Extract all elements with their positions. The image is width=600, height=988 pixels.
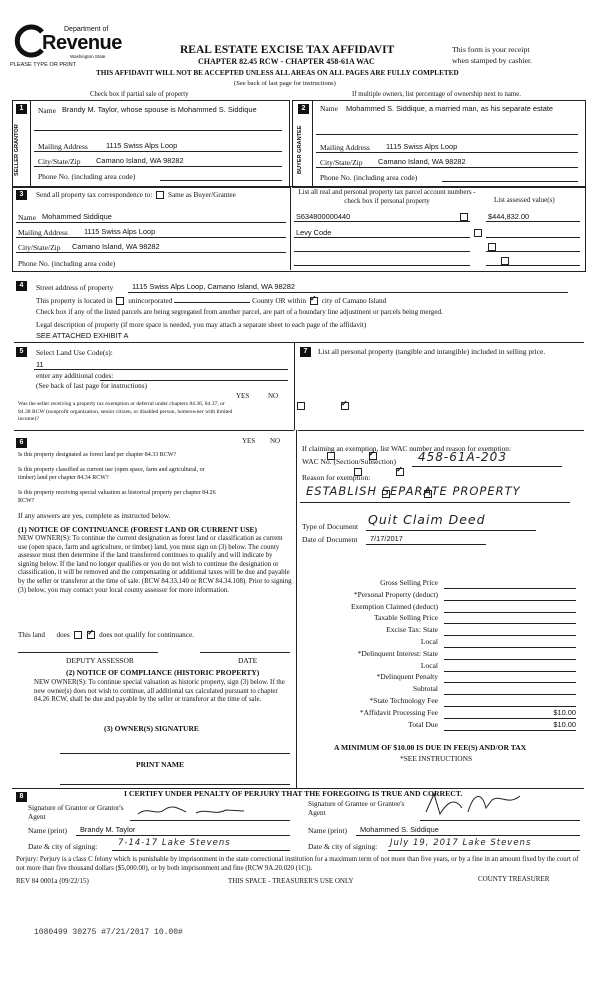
fee-value: [444, 602, 576, 613]
section-8-badge: 8: [16, 792, 27, 802]
located-label: This property is located in: [36, 296, 113, 305]
grantee-name-value: Mohammed S. Siddique: [360, 825, 439, 834]
partial-sale-row: [90, 91, 189, 98]
s5-question: Was the seller receiving a property tax exemption or deferral under chapters 84.36, 84.37, or 84.38 RCW (nonprofit organization, senior citizen, or disabled person, homeowner with limited income)?: [18, 401, 233, 423]
grantor-date-label: Date & city of signing:: [28, 842, 98, 851]
dept-small: Department of: [64, 26, 109, 33]
s3-city-value: Camano Island, WA 98282: [72, 242, 160, 251]
partial-sale-label: Check box if partial sale of property: [90, 91, 189, 98]
s3-city-label: City/State/Zip: [18, 243, 61, 252]
city-of-label: city of Camano Island: [321, 296, 387, 305]
perjury-text: Perjury: Perjury is a class C felony which is punishable by imprisonment in the state correctional institution for a maximum term of not more than five years, or by a fine in an amount fixed by the court of not more than five thousand dollars ($5,000.00), or by both imprisonment and fine (RCW 9A.20.020 (1C)).: [16, 856, 579, 872]
fee-row: [300, 613, 580, 625]
form-subtitle: CHAPTER 82.45 RCW - CHAPTER 458-61A WAC: [198, 57, 375, 66]
fee-row: [300, 661, 580, 673]
sig-grantor-label: Signature of Grantor or Grantor's Agent: [28, 804, 124, 821]
s6-q1: Is this property designated as forest land per chapter 84.33 RCW?: [18, 452, 177, 458]
unincorporated-label: unincorporated: [128, 296, 173, 305]
minimum-note: A MINIMUM OF $10.00 IS DUE IN FEE(S) AND/OR TAX: [334, 743, 527, 752]
land-use-value: 11: [36, 360, 44, 369]
s6-if-yes: If any answers are yes, complete as instructed below.: [18, 512, 171, 520]
buyer-mail-label: Mailing Address: [320, 143, 370, 152]
does-not-checkbox[interactable]: [87, 631, 95, 639]
personal-property-note: List all personal property (tangible and intangible) included in selling price.: [318, 347, 546, 356]
fee-label: *Delinquent Penalty: [376, 672, 438, 682]
assessed-value: $444,832.00: [488, 212, 530, 221]
fee-value: [444, 590, 576, 601]
rev-code: REV 84 0001a (09/22/15): [16, 877, 89, 885]
deputy-date-label: DATE: [238, 656, 258, 665]
grantor-name-value: Brandy M. Taylor: [80, 825, 136, 834]
street-label: Street address of property: [36, 283, 114, 292]
legal-label: Legal description of property (if more space is needed, you may attach a separate sheet to each page of the affidavit): [36, 321, 367, 329]
form-title: REAL ESTATE EXCISE TAX AFFIDAVIT: [180, 44, 395, 56]
deputy-assessor-label: DEPUTY ASSESSOR: [66, 656, 134, 665]
treasurer-space: THIS SPACE - TREASURER'S USE ONLY: [228, 877, 354, 885]
see-back-line: (See back of last page for instructions): [234, 80, 336, 87]
s6-q3: Is this property receiving special valuation as historical property per chapter 84.26 RCW?: [18, 490, 216, 504]
seller-city-value: Camano Island, WA 98282: [96, 156, 184, 165]
section-5-badge: 5: [16, 347, 27, 357]
dept-big: Revenue: [42, 32, 122, 54]
send-correspondence-row: [36, 191, 236, 199]
wac-label: WAC No. (Section/Subsection): [302, 457, 396, 466]
doc-date-label: Date of Document: [302, 535, 358, 544]
fee-value: $10.00: [444, 720, 576, 731]
print-name-label: PRINT NAME: [136, 760, 184, 769]
buyer-mail-value: 1115 Swiss Alps Loop: [386, 142, 458, 151]
fee-label: Total Due: [408, 719, 438, 729]
dept-state: Washington State: [70, 54, 106, 59]
revenue-logo-mark-icon: [12, 24, 46, 58]
fee-label: Taxable Selling Price: [373, 613, 438, 623]
fee-row: [300, 672, 580, 684]
certify-line: I CERTIFY UNDER PENALTY OF PERJURY THAT THE FOREGOING IS TRUE AND CORRECT.: [124, 789, 463, 798]
land-use-see-back: (See back of last page for instructions): [36, 382, 147, 390]
parcel-list-header: List all real and personal property tax parcel account numbers - check box if personal property: [298, 188, 476, 205]
fee-row: [300, 696, 580, 708]
owner-signature-title: (3) OWNER(S) SIGNATURE: [104, 724, 199, 733]
legal-value: SEE ATTACHED EXHIBIT A: [36, 331, 129, 340]
fee-row: [300, 578, 580, 590]
seller-name-value: Brandy M. Taylor, whose spouse is Mohammed S. Siddique: [62, 105, 257, 114]
warning-line: THIS AFFIDAVIT WILL NOT BE ACCEPTED UNLESS ALL AREAS ON ALL PAGES ARE FULLY COMPLETED: [96, 69, 459, 77]
within-city-checkbox[interactable]: [310, 297, 318, 305]
assessed-header: List assessed value(s): [494, 196, 555, 204]
recording-stamp: 1080499 30275 #7/21/2017 10.00#: [34, 928, 183, 937]
s6-yes-header: YES: [242, 437, 256, 445]
fee-label: Local: [420, 660, 438, 670]
please-type: PLEASE TYPE OR PRINT: [10, 62, 77, 68]
s3-mail-value: 1115 Swiss Alps Loop: [84, 227, 156, 236]
seller-city-label: City/State/Zip: [38, 157, 81, 166]
s3-phone-label: Phone No. (including area code): [18, 259, 116, 268]
seller-name-label: Name: [38, 106, 56, 115]
same-as-buyer-label: Same as Buyer/Grantee: [167, 191, 236, 199]
grantee-date-value: July 19, 2017 Lake Stevens: [390, 838, 532, 848]
seller-mail-label: Mailing Address: [38, 142, 88, 151]
fee-row: [300, 602, 580, 614]
fee-value: [444, 625, 576, 636]
fee-label: *Delinquent Interest: State: [357, 648, 438, 658]
fee-value: [444, 613, 576, 624]
fee-value: [444, 578, 576, 589]
wac-value: 458-61A-203: [418, 450, 507, 464]
grantor-signature-icon: [134, 802, 264, 820]
fee-row: [300, 684, 580, 696]
section-7-badge: 7: [300, 347, 311, 357]
parcel-2-personal-checkbox[interactable]: [474, 229, 482, 237]
doc-type-label: Type of Document: [302, 522, 359, 531]
fee-row: [300, 708, 580, 720]
s6-no-header: NO: [270, 437, 281, 445]
s5-no-header: NO: [268, 392, 279, 400]
section-3-badge: 3: [16, 190, 27, 200]
county-or-label: County OR within: [252, 296, 307, 305]
section-6-badge: 6: [16, 438, 27, 448]
seller-side-label: SELLER GRANTOR: [14, 124, 20, 176]
enter-codes-label: enter any additional codes:: [36, 372, 114, 380]
does-label: does: [56, 631, 70, 639]
street-value: 1115 Swiss Alps Loop, Camano Island, WA 98282: [132, 282, 295, 291]
fee-value: [444, 672, 576, 683]
notice-continuance-body: NEW OWNER(S): To continue the current designation as forest land or classification as current use (open space, farm and agriculture, or timber) land, you must sign on (3) below. The county assessor must then determine if the land transferred continues to qualify and will indicate by signing below. If the land no longer qualifies or you do not wish to continue the designation or classification, it will be removed and the compensating or additional taxes will be due and payable by the seller or transferor at the time of sale. (RCW 84.33.140 or RCW 84.34.108). Prior to signing (3) below, you may contact your local county assessor for more information.: [18, 535, 292, 594]
seller-mail-value: 1115 Swiss Alps Loop: [106, 141, 178, 150]
fee-label: *Personal Property (deduct): [353, 589, 438, 599]
land-use-label: Select Land Use Code(s):: [36, 348, 113, 357]
buyer-side-label: BUYER GRANTEE: [297, 125, 303, 175]
fee-value: [444, 649, 576, 660]
section-1-badge: 1: [16, 104, 27, 114]
receipt-note: This form is your receipt: [452, 45, 530, 54]
section-2-badge: 2: [298, 104, 309, 114]
section-4-badge: 4: [16, 281, 27, 291]
s6-q2-no[interactable]: [396, 468, 404, 476]
send-correspondence-label: Send all property tax correspondence to:: [36, 191, 153, 199]
fee-value: [444, 684, 576, 695]
grantor-name-label: Name (print): [28, 826, 67, 835]
buyer-name-label: Name: [320, 104, 338, 113]
fee-label: Local: [420, 636, 438, 646]
fee-label: Subtotal: [412, 684, 438, 694]
county-treasurer: COUNTY TREASURER: [478, 875, 550, 883]
qualify-row: [18, 631, 194, 639]
fee-row: [300, 625, 580, 637]
notice-compliance-title: (2) NOTICE OF COMPLIANCE (HISTORIC PROPERTY): [66, 668, 260, 677]
grantee-date-label: Date & city of signing:: [308, 842, 378, 851]
segregated-text: Check box if any of the listed parcels are being segregated from another parcel, are part of a boundary line adjustment or parcels being merged.: [36, 308, 443, 316]
fee-value: $10.00: [444, 708, 576, 719]
this-land-label: This land: [18, 631, 45, 639]
buyer-name-value: Mohammed S. Siddique, a married man, as his separate estate: [346, 104, 554, 113]
fee-row: [300, 637, 580, 649]
revenue-logo: [12, 22, 122, 64]
fee-label: *State Technology Fee: [369, 695, 438, 705]
multiple-owners-note: If multiple owners, list percentage of ownership next to name.: [352, 91, 521, 98]
s5-yes-header: YES: [236, 392, 250, 400]
s3-name-value: Mohammed Siddique: [42, 212, 112, 221]
receipt-note-2: when stamped by cashier.: [452, 56, 533, 65]
located-row: [36, 296, 386, 305]
reason-value: ESTABLISH SEPARATE PROPERTY: [306, 484, 521, 498]
s5-yes-checkbox[interactable]: [297, 402, 305, 410]
parcel-number: S634800000440: [296, 212, 351, 221]
fee-value: [444, 696, 576, 707]
does-not-label: does not: [99, 631, 124, 639]
notice-compliance-body: NEW OWNER(S): To continue special valuation as historic property, sign (3) below. If the new owner(s) does not wish to continue, all additional tax calculated pursuant to chapter 84.26 RCW, shall be due and payable by the seller or transferor at the time of sale.: [34, 679, 285, 704]
unincorporated-checkbox[interactable]: [116, 297, 124, 305]
grantor-date-value: 7-14-17 Lake Stevens: [118, 838, 231, 848]
same-as-buyer-checkbox[interactable]: [156, 191, 164, 199]
s3-mail-label: Mailing Address: [18, 228, 68, 237]
s3-name-label: Name: [18, 213, 36, 222]
s5-no-checkbox[interactable]: [341, 402, 349, 410]
doc-date-value: 7/17/2017: [370, 534, 403, 543]
reason-label: Reason for exemption:: [302, 473, 371, 482]
fee-row: [300, 649, 580, 661]
sig-grantee-label: Signature of Grantee or Grantee's Agent: [308, 800, 405, 817]
qualify-label: qualify for continuance.: [125, 631, 194, 639]
buyer-phone-label: Phone No. (including area code): [320, 173, 418, 182]
grantee-name-label: Name (print): [308, 826, 347, 835]
fee-row: [300, 590, 580, 602]
fee-label: Gross Selling Price: [380, 578, 438, 587]
exemption-label: If claiming an exemption, list WAC number and reason for exemption:: [302, 444, 512, 453]
fee-label: *Affidavit Processing Fee: [359, 707, 438, 717]
does-checkbox[interactable]: [74, 631, 82, 639]
levy-code-label: Levy Code: [296, 228, 332, 237]
s6-q2: Is this property classified as current use (open space, farm and agricultural, or timber) land per chapter 84.34 RCW?: [18, 467, 205, 481]
fee-value: [444, 637, 576, 648]
fee-label: Excise Tax: State: [386, 625, 438, 635]
see-instructions-note: *SEE INSTRUCTIONS: [400, 754, 473, 763]
doc-type-value: Quit Claim Deed: [368, 512, 486, 527]
notice-continuance-title: (1) NOTICE OF CONTINUANCE (FOREST LAND OR CURRENT USE): [18, 525, 258, 534]
fee-value: [444, 661, 576, 672]
buyer-city-value: Camano Island, WA 98282: [378, 157, 466, 166]
fee-label: Exemption Claimed (deduct): [350, 601, 438, 611]
perjury-note: [16, 855, 586, 873]
fee-table: [300, 578, 580, 731]
grantee-signature-icon: [420, 786, 550, 820]
seller-phone-label: Phone No. (including area code): [38, 172, 136, 181]
segregated-note: [36, 308, 443, 316]
fee-row: [300, 720, 580, 732]
buyer-city-label: City/State/Zip: [320, 158, 363, 167]
